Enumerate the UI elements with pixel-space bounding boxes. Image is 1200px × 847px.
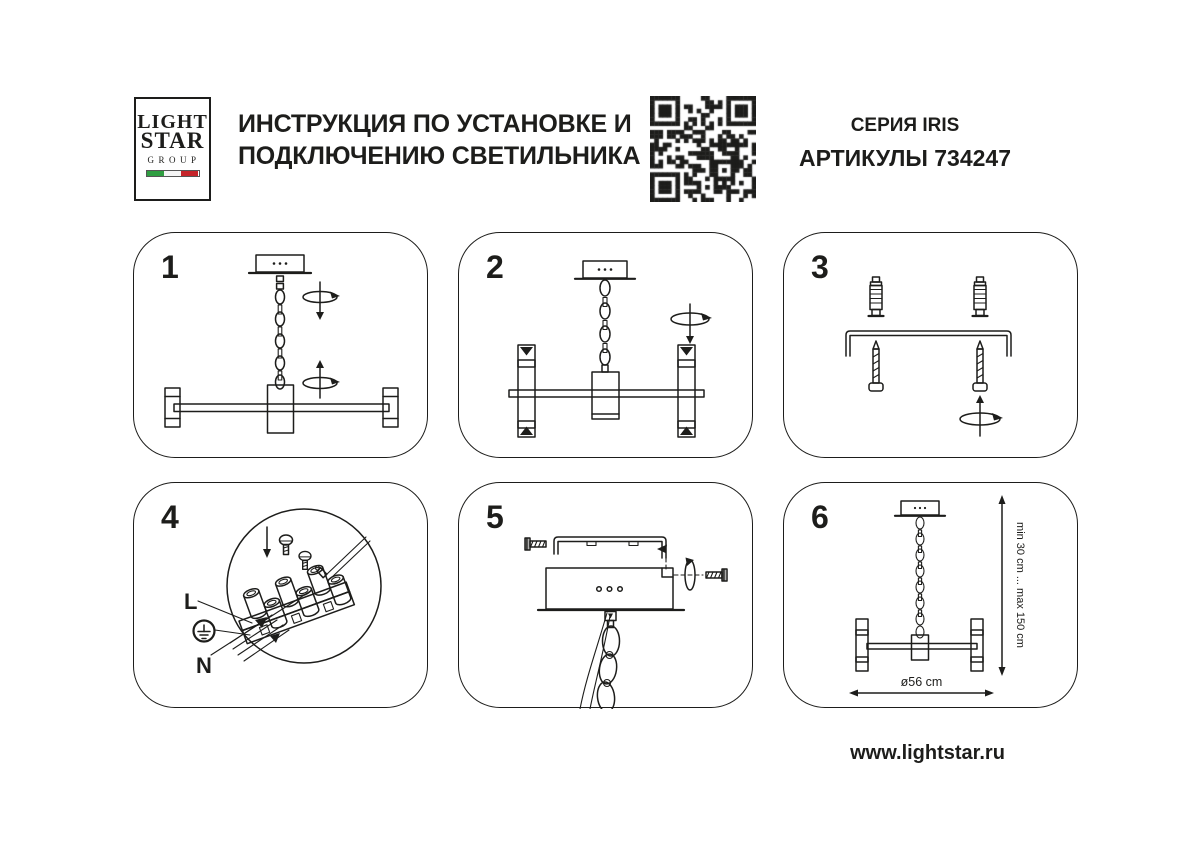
insert-arrow-icon <box>263 527 271 558</box>
page-title <box>238 108 640 172</box>
screw-icon <box>299 551 311 569</box>
wall-plug-icon <box>869 277 884 316</box>
screw-icon <box>973 341 987 391</box>
chain <box>276 276 285 389</box>
ground-icon <box>194 621 215 642</box>
height-range-label: min 30 cm ... max 150 cm <box>1014 522 1026 648</box>
step-number: 5 <box>486 499 504 535</box>
flag-red <box>181 171 198 176</box>
step-1-panel <box>133 232 428 458</box>
fixture-frame <box>165 385 398 433</box>
diameter-dimension-arrow <box>849 690 994 697</box>
step-4-panel <box>133 482 428 708</box>
line-wire-label: L <box>184 589 198 614</box>
screw-icon <box>869 341 883 391</box>
neutral-wire-label: N <box>196 653 212 678</box>
logo-text-light: LIGHT <box>137 111 208 133</box>
ceiling-canopy <box>575 261 635 279</box>
title-line-2: ПОДКЛЮЧЕНИЮ СВЕТИЛЬНИКА <box>238 142 641 170</box>
lightstar-logo <box>134 97 211 201</box>
article-number: АРТИКУЛЫ 734247 <box>798 145 1012 171</box>
step-5-panel <box>458 482 753 708</box>
rotate-arrow-icon <box>303 360 340 398</box>
fixture-frame <box>856 619 983 671</box>
fixture-frame <box>509 372 704 419</box>
flag-white <box>164 171 181 176</box>
step-number: 2 <box>486 249 504 285</box>
wires <box>580 613 610 709</box>
step-number: 1 <box>161 249 179 285</box>
step-number: 4 <box>161 499 179 535</box>
series-label: СЕРИЯ IRIS <box>850 115 960 136</box>
lamp-tube <box>678 345 695 437</box>
height-dimension-arrow <box>999 495 1006 676</box>
rotate-arrow-icon <box>960 395 1003 436</box>
mounting-bracket <box>846 331 1011 356</box>
step-number: 6 <box>811 499 829 535</box>
title-line-1: ИНСТРУКЦИЯ ПО УСТАНОВКЕ И <box>238 110 632 138</box>
screw-icon <box>525 538 546 550</box>
qr-code <box>650 96 756 202</box>
rotate-arrow-icon <box>303 282 340 320</box>
ceiling-canopy <box>249 255 311 273</box>
wall-plug-icon <box>973 277 988 316</box>
logo-text-group: GROUP <box>147 155 201 165</box>
lamp-tube <box>518 345 535 437</box>
step-6-panel <box>783 482 1078 708</box>
ceiling-canopy <box>538 568 684 610</box>
chain <box>916 517 924 638</box>
flag-green <box>147 171 164 176</box>
chain <box>600 280 610 372</box>
zoom-circle <box>227 509 381 663</box>
mounting-bracket <box>554 537 667 558</box>
screw-icon <box>280 535 293 555</box>
diameter-label: ø56 cm <box>900 675 943 689</box>
screw-icon <box>706 569 727 581</box>
website-url: www.lightstar.ru <box>850 742 1005 764</box>
italian-flag-bar <box>146 170 200 177</box>
rotate-arrow-icon <box>671 304 712 344</box>
ceiling-canopy <box>895 501 945 516</box>
rotate-arrow-icon <box>685 558 695 591</box>
step-number: 3 <box>811 249 829 285</box>
step-3-panel <box>783 232 1078 458</box>
logo-text-star: STAR <box>140 128 205 153</box>
step-2-panel <box>458 232 753 458</box>
